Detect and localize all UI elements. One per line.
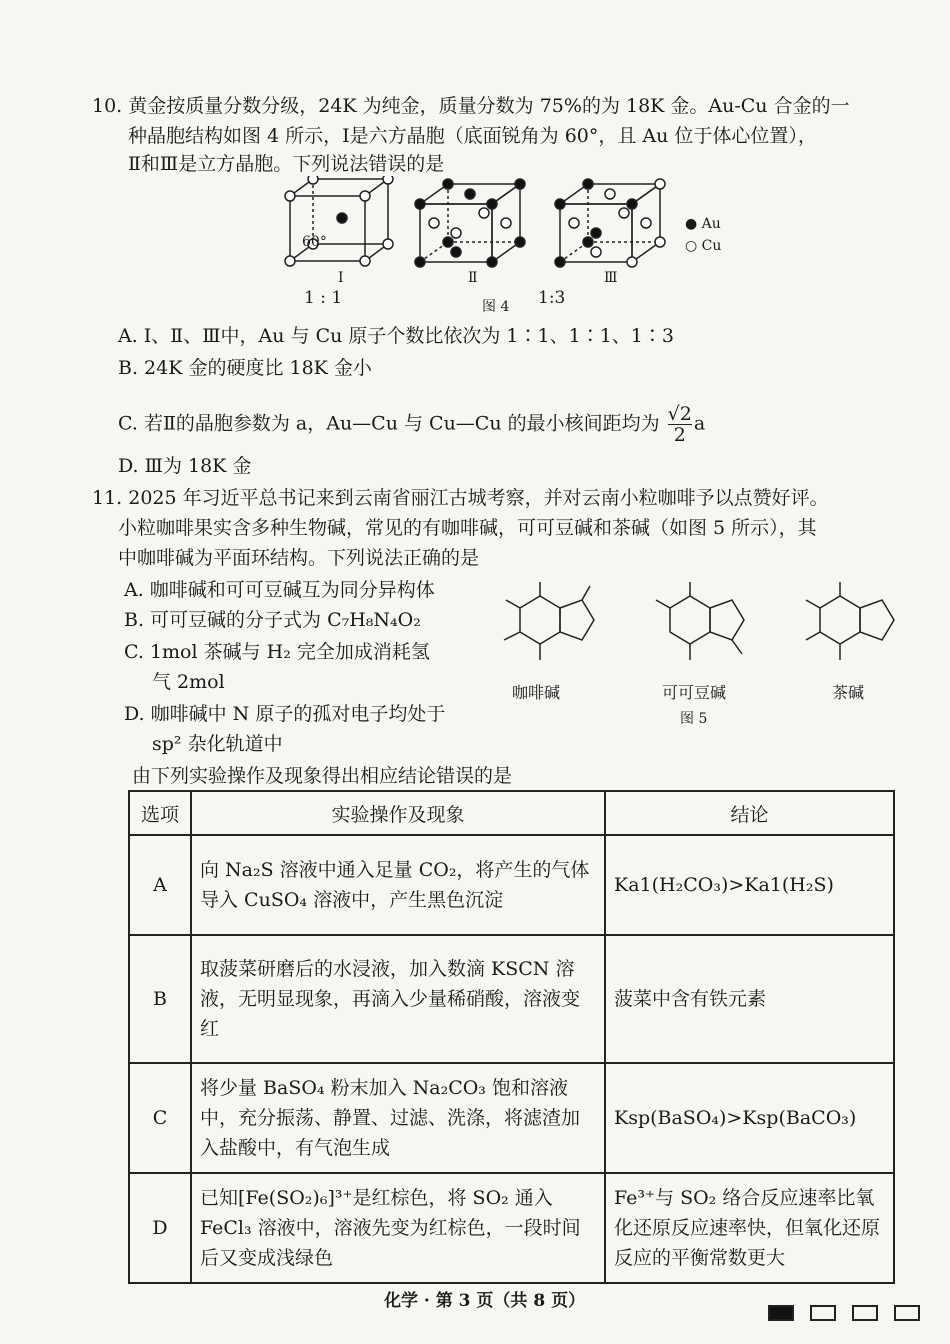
- legend-cu: ○ Cu: [685, 238, 722, 254]
- row-option: D: [129, 1173, 191, 1283]
- scan-mark: [852, 1305, 878, 1321]
- figure-4-caption: 图 4: [482, 299, 510, 315]
- q11-option-b: B. 可可豆碱的分子式为 C₇H₈N₄O₂: [124, 609, 421, 631]
- molecule-theophylline-label: 茶碱: [832, 683, 865, 702]
- scan-mark: [894, 1305, 920, 1321]
- table-row: [129, 1173, 894, 1283]
- row-option: B: [129, 935, 191, 1063]
- q10-option-d: D. Ⅲ为 18K 金: [118, 455, 252, 477]
- q10-option-c: [118, 404, 705, 445]
- table-row: [129, 935, 894, 1063]
- header-conclusion: 结论: [605, 791, 894, 835]
- q11-line3: 中咖啡碱为平面环结构。下列说法正确的是: [118, 547, 480, 569]
- row-operation: 取菠菜研磨后的水浸液，加入数滴 KSCN 溶液，无明显现象，再滴入少量稀硝酸，溶液变红: [191, 935, 605, 1063]
- cell-3-label: Ⅲ: [604, 270, 618, 286]
- row-conclusion: Ksp(BaSO₄)>Ksp(BaCO₃): [605, 1063, 894, 1173]
- molecule-caffeine-label: 咖啡碱: [512, 683, 561, 702]
- row-operation: 已知[Fe(SO₂)₆]³⁺是红棕色，将 SO₂ 通入 FeCl₃ 溶液中，溶液先变为红棕色，一段时间后又变成浅绿色: [191, 1173, 605, 1283]
- q11-option-d1: D. 咖啡碱中 N 原子的孤对电子均处于: [124, 703, 446, 725]
- q10-option-a: A. Ⅰ、Ⅱ、Ⅲ中，Au 与 Cu 原子个数比依次为 1∶1、1∶1、1∶3: [118, 325, 674, 347]
- cell-2-label: Ⅱ: [468, 270, 478, 286]
- table-header-row: [129, 791, 894, 835]
- q10-option-c-text: C. 若Ⅱ的晶胞参数为 a，Au—Cu 与 Cu—Cu 的最小核间距均为: [118, 412, 660, 435]
- q10-option-b: B. 24K 金的硬度比 18K 金小: [118, 357, 372, 379]
- fraction-denominator: 2: [673, 424, 686, 446]
- q10-option-c-tail: a: [693, 412, 706, 435]
- figure-5-caption: 图 5: [680, 711, 708, 727]
- fraction-numerator: √2: [667, 403, 692, 425]
- experiment-table: [128, 790, 895, 1284]
- angle-label: 60°: [302, 234, 327, 250]
- row-option: A: [129, 835, 191, 935]
- row-option: C: [129, 1063, 191, 1173]
- q11-option-a: A. 咖啡碱和可可豆碱互为同分异构体: [124, 579, 435, 601]
- molecule-theobromine-label: 可可豆碱: [662, 683, 727, 702]
- table-row: [129, 835, 894, 935]
- row-conclusion: Fe³⁺与 SO₂ 络合反应速率比氧化还原反应速率快，但氧化还原反应的平衡常数更大: [605, 1173, 894, 1283]
- q11-option-c2: 气 2mol: [152, 671, 225, 693]
- q11-option-c1: C. 1mol 茶碱与 H₂ 完全加成消耗氢: [124, 641, 430, 663]
- table-row: [129, 1063, 894, 1173]
- q12-intro: 由下列实验操作及现象得出相应结论错误的是: [132, 765, 513, 787]
- q10-line3: Ⅱ和Ⅲ是立方晶胞。下列说法错误的是: [128, 153, 445, 175]
- row-operation: 向 Na₂S 溶液中通入足量 CO₂，将产生的气体导入 CuSO₄ 溶液中，产生黑色沉淀: [191, 835, 605, 935]
- q11-line1: 11. 2025 年习近平总书记来到云南省丽江古城考察，并对云南小粒咖啡予以点赞好评。: [92, 487, 829, 509]
- q10-line1: 10. 黄金按质量分数分级，24K 为纯金，质量分数为 75%的为 18K 金。Au-Cu 合金的一: [92, 95, 850, 117]
- q11-option-d2: sp² 杂化轨道中: [152, 733, 283, 755]
- q10-line2: 种晶胞结构如图 4 所示，Ⅰ是六方晶胞（底面锐角为 60°，且 Au 位于体心位置），: [128, 125, 817, 147]
- header-operation: 实验操作及现象: [191, 791, 605, 835]
- fraction: [668, 404, 692, 445]
- page-footer: 化学 · 第 3 页（共 8 页）: [384, 1291, 586, 1311]
- figure-5-structures: [490, 578, 910, 678]
- row-conclusion: Ka1(H₂CO₃)>Ka1(H₂S): [605, 835, 894, 935]
- handwritten-ratio-2: 1:3: [538, 288, 566, 308]
- legend-au: ● Au: [685, 216, 721, 232]
- cell-1-label: Ⅰ: [338, 270, 344, 286]
- row-operation: 将少量 BaSO₄ 粉末加入 Na₂CO₃ 饱和溶液中，充分振荡、静置、过滤、洗涤，将滤渣加入盐酸中，有气泡生成: [191, 1063, 605, 1173]
- row-conclusion: 菠菜中含有铁元素: [605, 935, 894, 1063]
- scan-mark: [768, 1305, 794, 1321]
- header-option: 选项: [129, 791, 191, 835]
- q11-line2: 小粒咖啡果实含多种生物碱，常见的有咖啡碱，可可豆碱和茶碱（如图 5 所示），其: [118, 517, 817, 539]
- scan-mark: [810, 1305, 836, 1321]
- handwritten-ratio-1: 1 : 1: [304, 288, 343, 308]
